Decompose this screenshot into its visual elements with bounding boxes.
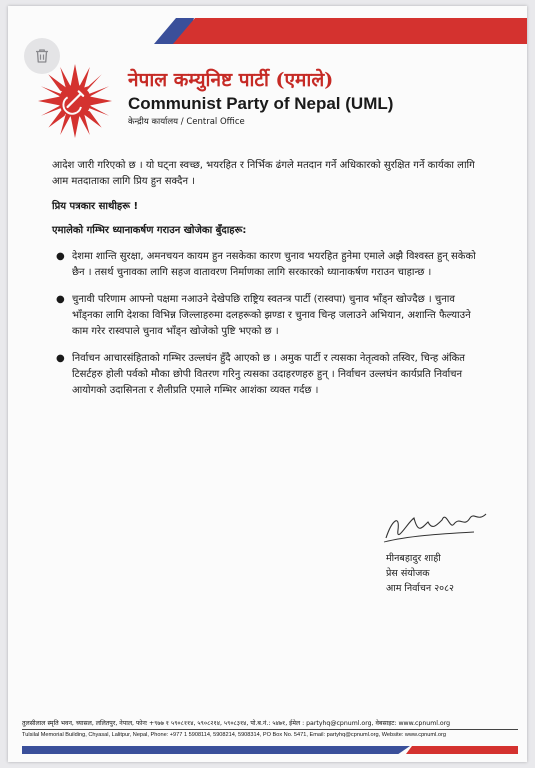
signatory-role: आम निर्वाचन २०८२ xyxy=(386,583,454,594)
list-item xyxy=(52,351,484,400)
points-list xyxy=(52,249,484,399)
greeting: प्रिय पत्रकार साथीहरू ! xyxy=(52,200,139,212)
trash-icon xyxy=(33,47,51,65)
party-emblem-icon xyxy=(38,64,112,138)
signature-block xyxy=(386,551,454,596)
points-heading: एमालेको गम्भिर ध्यानाकर्षण गराउन खोजेका बुँदाहरू: xyxy=(52,224,247,236)
list-item xyxy=(52,249,484,282)
bullet-icon: ● xyxy=(56,293,65,305)
footer-address-english: Tulsilal Memorial Building, Chyasal, Lalitpur, Nepal, Phone: +977 1 5908114, 5908214, 5908314, PO Box No. 5471, Email: partyhq@cpnuml.org, Website: www.cpnuml.org xyxy=(22,732,446,738)
party-name-english: Communist Party of Nepal (UML) xyxy=(128,94,394,113)
letter-body xyxy=(52,158,484,410)
signature-icon xyxy=(378,500,498,550)
footer-divider xyxy=(22,729,518,730)
footer-blue-stripe xyxy=(22,746,410,754)
footer-address-nepali: तुलसीलाल स्मृति भवन, च्यासल, ललितपुर, नेपाल, फोनः +९७७ १ ५९०८११४, ५९०८२१४, ५९०८३१४, पो.ब.नं.: ५४७१, ईमेल : partyhq@cpnuml.org, वेबसाइट: www.cpnuml.org xyxy=(22,720,451,727)
office-label: केन्द्रीय कार्यालय / Central Office xyxy=(128,117,245,127)
point-text: निर्वाचन आचारसंहिताको गम्भिर उल्लघंन हुँदै आएको छ । अमुक पार्टी र त्यसका नेतृत्वको तस्विर, चिन्ह अंकित टिसर्टहरु होली पर्वको मौका छोपी वितरण गरिनु त्यसका उदाहरणहरु हुन् । निर्वाचन उल्लघंन कार्यप्रति निर्वाचन आयोगको उदासिनता र शैलीप्रति एमाले गम्भिर आशंका व्यक्त गर्दछ । xyxy=(72,352,465,397)
bullet-icon: ● xyxy=(56,352,65,364)
footer-red-stripe xyxy=(406,746,518,754)
bullet-icon: ● xyxy=(56,251,65,263)
party-name-nepali: नेपाल कम्युनिष्ट पार्टी (एमाले) xyxy=(128,69,334,91)
point-text: देशमा शान्ति सुरक्षा, अमनचयन कायम हुन नसकेका कारण चुनाव भयरहित हुनेमा एमाले अझै विश्वस्त हुन् सकेको छैन । तसर्थ चुनावका लागि सहज वातावरण निर्माणका लागि सरकारको ध्यानाकर्षण गराउन चाहान्छ । xyxy=(72,251,476,279)
signatory-name: मीनबहादुर शाही xyxy=(386,553,441,564)
header-red-stripe xyxy=(173,18,527,44)
signatory-title: प्रेस संयोजक xyxy=(386,568,430,579)
point-text: चुनावी परिणाम आफ्नो पक्षमा नआउने देखेपछि राष्ट्रिय स्वतन्त्र पार्टी (रास्वपा) चुनाव भाँड्न खोज्दैछ । चुनाव भाँड्नका लागि देशका विभिन्न जिल्लाहरुमा दलहरूको झण्डा र चुनाव चिन्ह जलाउने अभियान, अशान्ति फैल्याउने काम गरेर रास्वपाले चुनाव भाँड्न खोजेको पुष्टि भएको छ । xyxy=(72,293,471,338)
intro-paragraph: आदेश जारी गरिएको छ । यो घट्ना स्वच्छ, भयरहित र निर्भिक ढंगले मतदान गर्ने अधिकारको सुरक्षित गर्ने कार्यका लागि आम मतदाताका लागि प्रिय हुन सक्दैन । xyxy=(52,160,475,188)
letter-page xyxy=(8,6,527,762)
list-item xyxy=(52,292,484,341)
